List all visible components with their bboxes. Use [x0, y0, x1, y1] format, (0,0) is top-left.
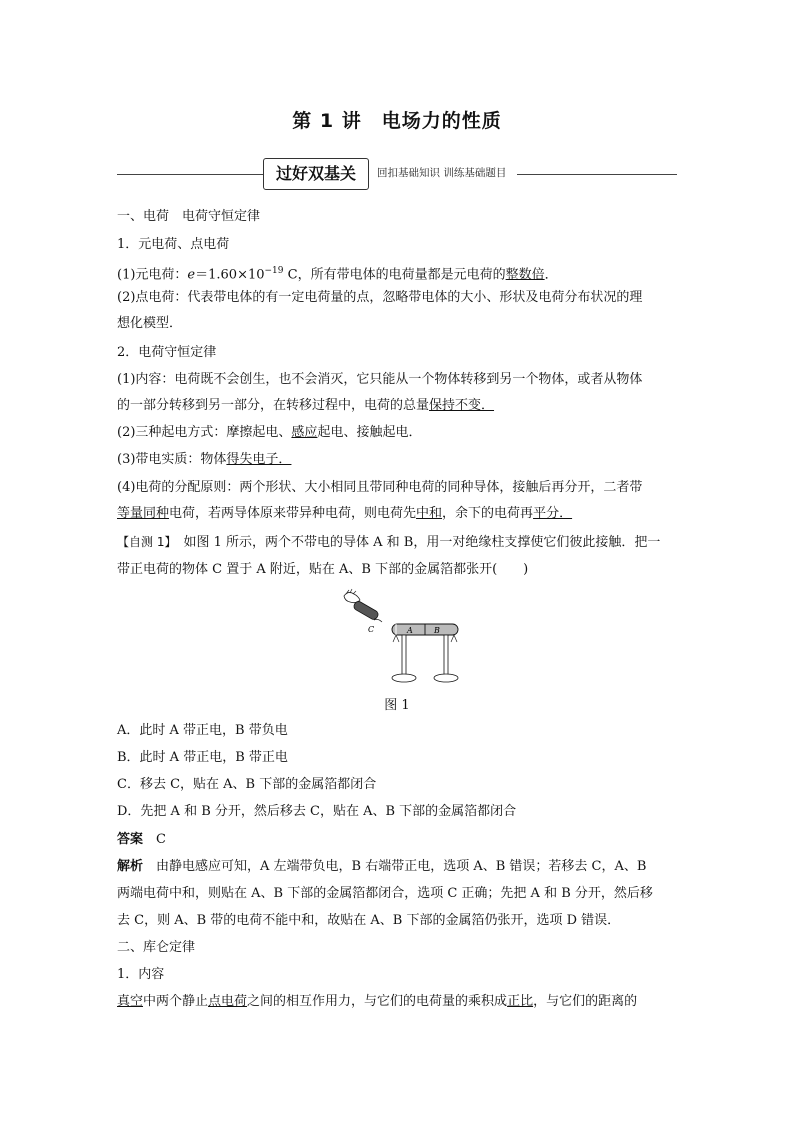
symbol-e: e — [187, 267, 196, 283]
section1-heading: 一、电荷 电荷守恒定律 — [117, 209, 261, 224]
charged-rod-c — [344, 589, 382, 622]
text: (1)元电荷： — [117, 267, 188, 283]
para-point-charge-2: 想化模型． — [117, 316, 183, 331]
label-c: C — [368, 625, 375, 634]
exercise-tag: 【自测 1】 — [117, 535, 171, 549]
para-charging-essence — [117, 451, 683, 468]
option-a: A．此时 A 带正电，B 带负电 — [117, 723, 288, 738]
page-title: 第 1 讲 电场力的性质 — [292, 110, 502, 132]
exercise-line2: 带正电荷的物体 C 置于 A 附近，贴在 A、B 下部的金属箔都张开( ) — [117, 562, 529, 577]
section-banner — [117, 156, 677, 192]
underlined-term: 平分． — [533, 506, 573, 521]
text: ，余下的电荷再 — [442, 506, 534, 521]
figure-conductors — [330, 588, 470, 688]
text: (3)带电实质：物体 — [117, 452, 227, 467]
exponent: −19 — [264, 266, 284, 276]
answer-value: C — [156, 832, 166, 847]
underlined-term: 得失电子． — [226, 452, 292, 467]
analysis-line3: 去 C，则 A、B 带的电荷不能中和，故贴在 A、B 下部的金属箔仍张开，选项 D 错误． — [117, 913, 621, 928]
banner-badge: 过好双基关 — [263, 158, 369, 190]
underlined-term: 感应 — [291, 425, 318, 440]
text: 起电、接触起电． — [317, 425, 422, 440]
text: ，与它们的距离的 — [533, 994, 638, 1009]
underlined-term: 整数倍 — [505, 267, 545, 283]
section1-sub1: 1．元电荷、点电荷 — [117, 237, 230, 252]
text: 的一部分转移到另一部分，在转移过程中，电荷的总量 — [117, 398, 430, 413]
underlined-term: 中和 — [416, 506, 443, 521]
text: 电荷，若两导体原来带异种电荷，则电荷先 — [169, 506, 417, 521]
para-elementary-charge — [117, 263, 683, 283]
text: ． — [544, 267, 558, 283]
analysis-line1 — [117, 858, 683, 875]
para-conservation-1: (1)内容：电荷既不会创生，也不会消灭，它只能从一个物体转移到另一个物体，或者从物体 — [117, 372, 643, 387]
underlined-term: 真空 — [117, 994, 144, 1009]
analysis-line2: 两端电荷中和，则贴在 A、B 下部的金属箔都闭合，选项 C 正确；先把 A 和 B 分开，然后移 — [117, 886, 653, 901]
insulating-stands — [392, 635, 458, 682]
label-a: A — [407, 626, 413, 635]
underlined-term: 等量同种 — [117, 506, 170, 521]
option-c: C．移去 C，贴在 A、B 下部的金属箔都闭合 — [117, 777, 377, 792]
para-point-charge-1: (2)点电荷：代表带电体的有一定电荷量的点，忽略带电体的大小、形状及电荷分布状况的理 — [117, 290, 643, 305]
foil-a — [393, 635, 399, 642]
underlined-term: 点电荷 — [208, 994, 248, 1009]
text: C，所有带电体的电荷量都是元电荷的 — [283, 267, 506, 283]
figure-caption: 图 1 — [384, 698, 410, 713]
text: ＝1.60×10 — [195, 267, 265, 283]
exercise-line1 — [117, 534, 683, 551]
label-b: B — [434, 626, 440, 635]
text: 由静电感应可知，A 左端带负电，B 右端带正电，选项 A、B 错误；若移去 C，A、B — [143, 859, 647, 874]
option-d: D．先把 A 和 B 分开，然后移去 C，贴在 A、B 下部的金属箔都闭合 — [117, 804, 517, 819]
para-conservation-2 — [117, 397, 683, 414]
para-charging-methods — [117, 424, 683, 441]
banner-line-right — [517, 174, 677, 175]
text: (2)三种起电方式：摩擦起电、 — [117, 425, 292, 440]
coulomb-law-line — [117, 993, 683, 1010]
analysis-label: 解析 — [117, 859, 144, 874]
para-distribution-2 — [117, 505, 683, 522]
answer-label: 答案 — [117, 832, 144, 847]
underlined-term: 保持不变． — [429, 398, 495, 413]
banner-subtitle: 回扣基础知识 训练基础题目 — [377, 167, 507, 179]
section2-sub1: 1．内容 — [117, 967, 165, 982]
para-distribution-1: (4)电荷的分配原则：两个形状、大小相同且带同种电荷的同种导体，接触后再分开，二者带 — [117, 480, 643, 495]
answer — [117, 831, 683, 848]
conductors-ab — [392, 624, 458, 635]
text: 如图 1 所示，两个不带电的导体 A 和 B，用一对绝缘柱支撑使它们彼此接触．把一 — [170, 535, 661, 550]
banner-line-left — [117, 174, 263, 175]
section1-sub2: 2．电荷守恒定律 — [117, 345, 217, 360]
underlined-term: 正比 — [507, 994, 534, 1009]
foil-b — [451, 635, 457, 642]
text: 中两个静止 — [143, 994, 209, 1009]
text: 之间的相互作用力，与它们的电荷量的乘积成 — [247, 994, 508, 1009]
option-b: B．此时 A 带正电，B 带正电 — [117, 750, 288, 765]
section2-heading: 二、库仑定律 — [117, 940, 196, 955]
